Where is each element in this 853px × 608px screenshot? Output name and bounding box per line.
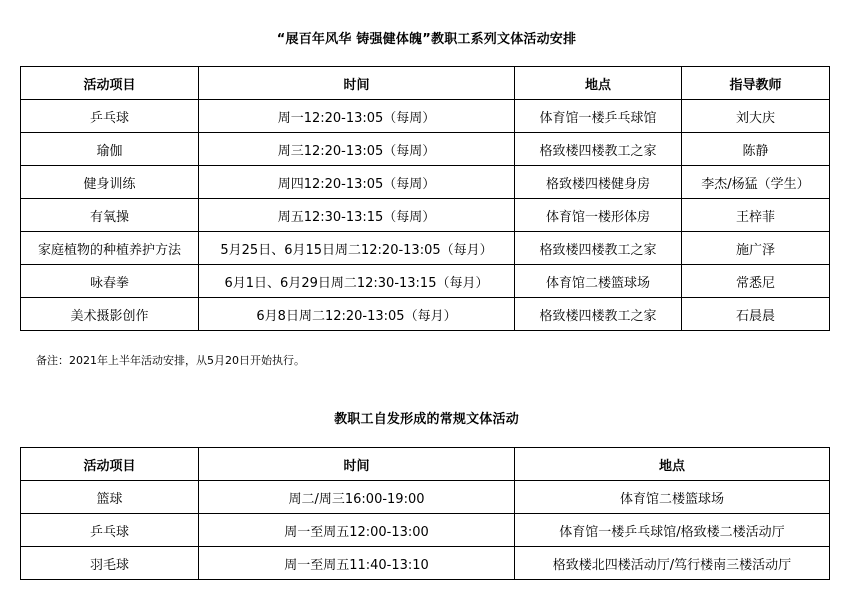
cell-location: 体育馆一楼形体房	[515, 199, 682, 232]
table-row	[21, 100, 830, 133]
table-row	[21, 232, 830, 265]
cell-location: 格致楼四楼教工之家	[515, 232, 682, 265]
cell-location: 体育馆一楼乒乓球馆/格致楼二楼活动厅	[515, 514, 830, 547]
cell-instructor: 施广泽	[682, 232, 830, 265]
cell-activity: 健身训练	[21, 166, 199, 199]
table-row	[21, 166, 830, 199]
cell-time: 6月1日、6月29日周二12:30-13:15（每月）	[199, 265, 515, 298]
cell-activity: 瑜伽	[21, 133, 199, 166]
cell-activity: 美术摄影创作	[21, 298, 199, 331]
cell-location: 体育馆二楼篮球场	[515, 481, 830, 514]
cell-location: 格致楼北四楼活动厅/笃行楼南三楼活动厅	[515, 547, 830, 580]
cell-activity: 咏春拳	[21, 265, 199, 298]
table-row	[21, 514, 830, 547]
table-row	[21, 481, 830, 514]
cell-activity: 有氧操	[21, 199, 199, 232]
cell-time: 6月8日周二12:20-13:05（每月）	[199, 298, 515, 331]
cell-activity: 篮球	[21, 481, 199, 514]
header-location: 地点	[515, 67, 682, 100]
header-activity: 活动项目	[21, 67, 199, 100]
table-row	[21, 298, 830, 331]
cell-instructor: 刘大庆	[682, 100, 830, 133]
header-time: 时间	[199, 67, 515, 100]
cell-time: 周一12:20-13:05（每周）	[199, 100, 515, 133]
table-header-row	[21, 67, 830, 100]
regular-activities-title: 教职工自发形成的常规文体活动	[334, 412, 519, 427]
cell-time: 周五12:30-13:15（每周）	[199, 199, 515, 232]
header-activity: 活动项目	[21, 448, 199, 481]
cell-instructor: 石晨晨	[682, 298, 830, 331]
cell-instructor: 李杰/杨猛（学生）	[682, 166, 830, 199]
cell-activity: 乒乓球	[21, 100, 199, 133]
cell-location: 格致楼四楼健身房	[515, 166, 682, 199]
cell-instructor: 王梓菲	[682, 199, 830, 232]
cell-instructor: 陈静	[682, 133, 830, 166]
table-row	[21, 265, 830, 298]
table-row	[21, 133, 830, 166]
cell-time: 周一至周五11:40-13:10	[199, 547, 515, 580]
cell-time: 5月25日、6月15日周二12:20-13:05（每月）	[199, 232, 515, 265]
cell-location: 体育馆二楼篮球场	[515, 265, 682, 298]
table-row	[21, 547, 830, 580]
header-location: 地点	[515, 448, 830, 481]
cell-instructor: 常悉尼	[682, 265, 830, 298]
table-row	[21, 199, 830, 232]
regular-activities-table	[20, 447, 830, 580]
cell-activity: 羽毛球	[21, 547, 199, 580]
schedule-title: “展百年风华 铸强健体魄”教职工系列文体活动安排	[276, 32, 577, 47]
cell-location: 格致楼四楼教工之家	[515, 298, 682, 331]
cell-location: 体育馆一楼乒乓球馆	[515, 100, 682, 133]
cell-activity: 乒乓球	[21, 514, 199, 547]
cell-time: 周二/周三16:00-19:00	[199, 481, 515, 514]
schedule-table	[20, 66, 830, 331]
cell-time: 周一至周五12:00-13:00	[199, 514, 515, 547]
schedule-note: 备注：2021年上半年活动安排，从5月20日开始执行。	[36, 354, 305, 367]
cell-time: 周三12:20-13:05（每周）	[199, 133, 515, 166]
header-instructor: 指导教师	[682, 67, 830, 100]
header-time: 时间	[199, 448, 515, 481]
cell-time: 周四12:20-13:05（每周）	[199, 166, 515, 199]
cell-activity: 家庭植物的种植养护方法	[21, 232, 199, 265]
cell-location: 格致楼四楼教工之家	[515, 133, 682, 166]
table-header-row	[21, 448, 830, 481]
